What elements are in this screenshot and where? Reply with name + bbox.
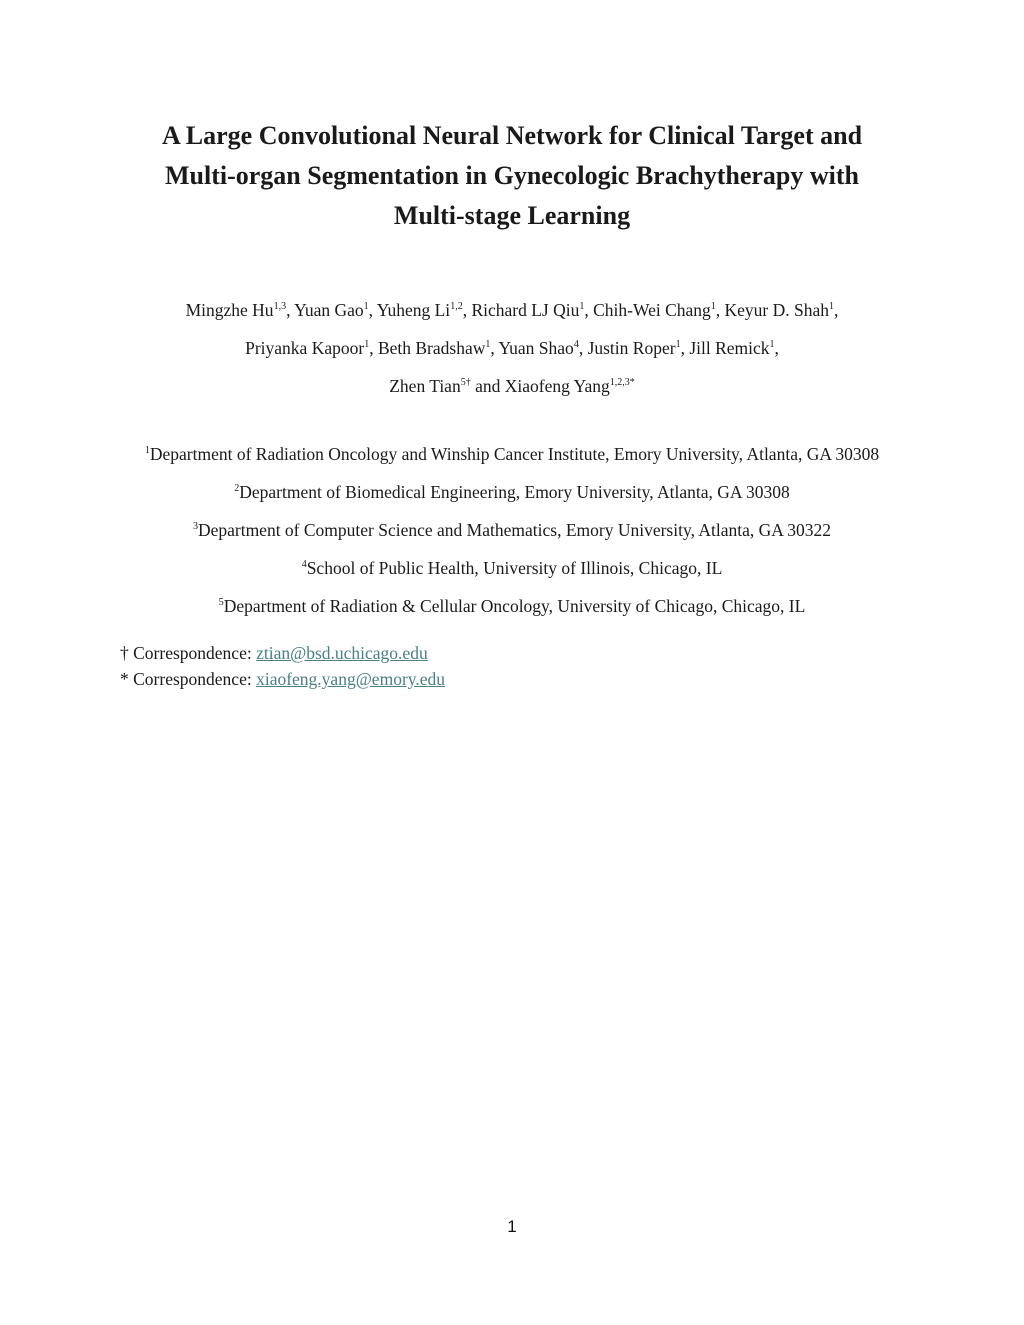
author-line-1 xyxy=(60,291,964,329)
author-name: Beth Bradshaw xyxy=(377,338,486,358)
author-name: Mingzhe Hu xyxy=(185,300,274,320)
author-separator: , xyxy=(462,300,472,320)
affiliation-sup: 2 xyxy=(234,483,240,494)
author-affil-sup: 1 xyxy=(675,339,681,350)
author-line-3 xyxy=(60,367,964,405)
author-affil-sup: 1,2,3* xyxy=(609,377,635,388)
author-name: Priyanka Kapoor xyxy=(245,338,365,358)
correspondence-line-1 xyxy=(120,640,445,666)
author-name: Jill Remick xyxy=(689,338,770,358)
author-line-2 xyxy=(60,329,964,367)
correspondence-line-2 xyxy=(120,666,445,692)
title-line-3: Multi-stage Learning xyxy=(393,201,631,230)
author-affil-sup: 1,3 xyxy=(273,301,287,312)
correspondence-email-link[interactable]: xiaofeng.yang@emory.edu xyxy=(256,669,446,689)
author-affil-sup: 1 xyxy=(579,301,585,312)
author-separator: , xyxy=(490,338,499,358)
page-number: 1 xyxy=(507,1217,517,1236)
author-separator: , xyxy=(715,300,725,320)
affiliation-text: School of Public Health, University of Illinois, Chicago, IL xyxy=(306,558,723,578)
affiliation-list xyxy=(40,435,984,625)
author-separator: , xyxy=(584,300,594,320)
author-name: Justin Roper xyxy=(587,338,676,358)
author-separator: and xyxy=(470,376,505,396)
affiliation-text: Department of Radiation Oncology and Winship Cancer Institute, Emory University, Atlanta, GA 30308 xyxy=(149,444,880,464)
author-affil-sup: 5† xyxy=(460,377,471,388)
author-name: Chih-Wei Chang xyxy=(593,300,711,320)
author-separator: , xyxy=(369,338,378,358)
correspondence-block xyxy=(120,640,445,692)
affiliation-4 xyxy=(40,549,984,587)
title-line-2: Multi-organ Segmentation in Gynecologic Brachytherapy with xyxy=(164,161,859,190)
author-affil-sup: 1 xyxy=(485,339,491,350)
author-separator: , xyxy=(834,300,839,320)
correspondence-label: * Correspondence: xyxy=(120,669,257,689)
correspondence-label: † Correspondence: xyxy=(120,643,257,663)
affiliation-text: Department of Radiation & Cellular Oncology, University of Chicago, Chicago, IL xyxy=(223,596,806,616)
author-affil-sup: 1 xyxy=(829,301,835,312)
author-affil-sup: 4 xyxy=(573,339,579,350)
author-affil-sup: 1 xyxy=(769,339,775,350)
affiliation-1 xyxy=(40,435,984,473)
author-affil-sup: 1,2 xyxy=(450,301,463,312)
author-name: Yuheng Li xyxy=(376,300,451,320)
author-affil-sup: 1 xyxy=(710,301,716,312)
affiliation-5 xyxy=(40,587,984,625)
author-name: Keyur D. Shah xyxy=(724,300,830,320)
affiliation-sup: 3 xyxy=(192,521,198,532)
author-name: Zhen Tian xyxy=(389,376,461,396)
author-separator: , xyxy=(368,300,377,320)
author-name: Xiaofeng Yang xyxy=(504,376,610,396)
author-separator: , xyxy=(286,300,295,320)
affiliation-text: Department of Biomedical Engineering, Emory University, Atlanta, GA 30308 xyxy=(239,482,790,502)
affiliation-sup: 1 xyxy=(144,445,150,456)
correspondence-email-link[interactable]: ztian@bsd.uchicago.edu xyxy=(256,643,428,663)
author-name: Yuan Shao xyxy=(498,338,574,358)
affiliation-text: Department of Computer Science and Mathematics, Emory University, Atlanta, GA 30322 xyxy=(197,520,832,540)
author-affil-sup: 1 xyxy=(363,301,369,312)
affiliation-3 xyxy=(40,511,984,549)
paper-title xyxy=(100,116,924,236)
author-separator: , xyxy=(774,338,779,358)
author-name: Yuan Gao xyxy=(294,300,364,320)
affiliation-sup: 4 xyxy=(301,559,307,570)
author-name: Richard LJ Qiu xyxy=(471,300,580,320)
author-separator: , xyxy=(680,338,690,358)
title-line-1: A Large Convolutional Neural Network for Clinical Target and xyxy=(161,121,863,150)
affiliation-2 xyxy=(40,473,984,511)
author-list xyxy=(60,291,964,405)
author-separator: , xyxy=(578,338,588,358)
affiliation-sup: 5 xyxy=(218,597,224,608)
author-affil-sup: 1 xyxy=(364,339,370,350)
